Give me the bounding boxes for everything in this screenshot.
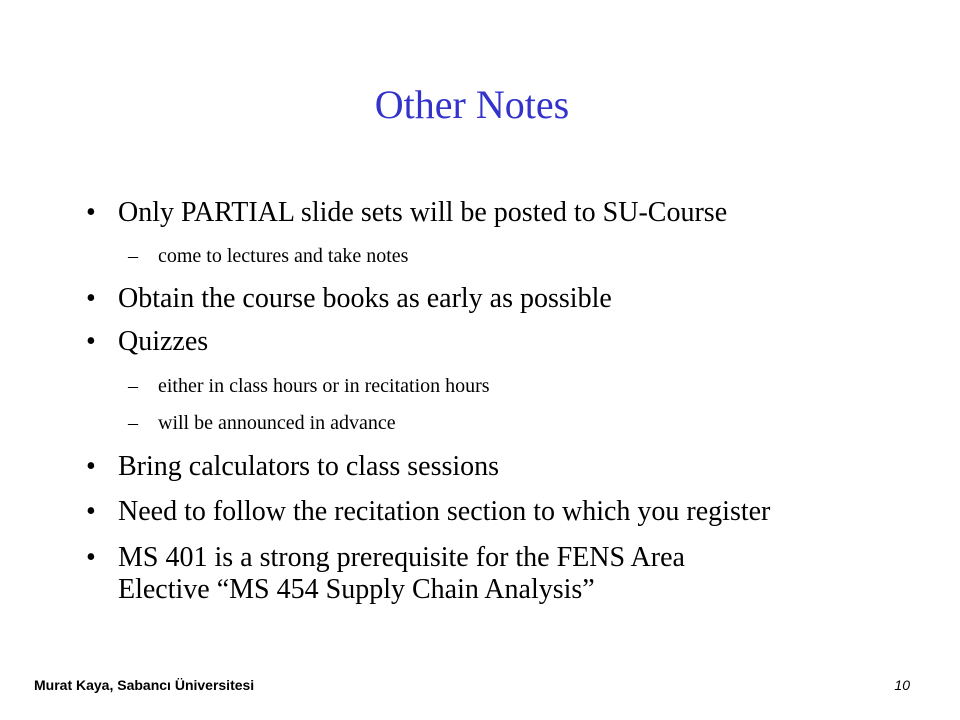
bullet-item: [86, 283, 918, 315]
bullet-marker: •: [86, 451, 96, 482]
bullet-marker: •: [86, 197, 96, 228]
sub-bullet-text: will be announced in advance: [158, 412, 396, 434]
sub-bullet-item: [128, 374, 858, 398]
bullet-text: Quizzes: [118, 326, 209, 357]
sub-bullet-item: [128, 244, 858, 268]
bullet-item: [86, 326, 918, 358]
slide-title: Other Notes: [374, 82, 570, 127]
page-number: 10: [894, 677, 910, 693]
sub-bullet-marker: –: [128, 245, 138, 267]
bullet-item: [86, 197, 918, 229]
bullet-text: Only PARTIAL slide sets will be posted to SU-Course: [118, 197, 728, 228]
bullet-marker: •: [86, 496, 96, 527]
sub-bullet-text: either in class hours or in recitation hours: [158, 375, 490, 397]
sub-bullet-marker: –: [128, 412, 138, 434]
bullet-text: Bring calculators to class sessions: [118, 451, 500, 482]
bullet-text-line: Elective “MS 454 Supply Chain Analysis”: [118, 574, 595, 605]
bullet-item: [86, 451, 918, 483]
sub-bullet-text: come to lectures and take notes: [158, 245, 409, 267]
sub-bullet-item: [128, 411, 858, 435]
bullet-text-line: MS 401 is a strong prerequisite for the FENS Area: [118, 542, 685, 573]
bullet-text: Need to follow the recitation section to which you register: [118, 496, 771, 527]
bullet-marker: •: [86, 326, 96, 357]
sub-bullet-marker: –: [128, 375, 138, 397]
bullet-marker: •: [86, 283, 96, 314]
bullet-item: [86, 496, 918, 528]
bullet-item: [86, 542, 918, 606]
bullet-marker: •: [86, 542, 96, 573]
footer-author: Murat Kaya, Sabancı Üniversitesi: [34, 677, 255, 693]
bullet-text: Obtain the course books as early as possible: [118, 283, 612, 314]
